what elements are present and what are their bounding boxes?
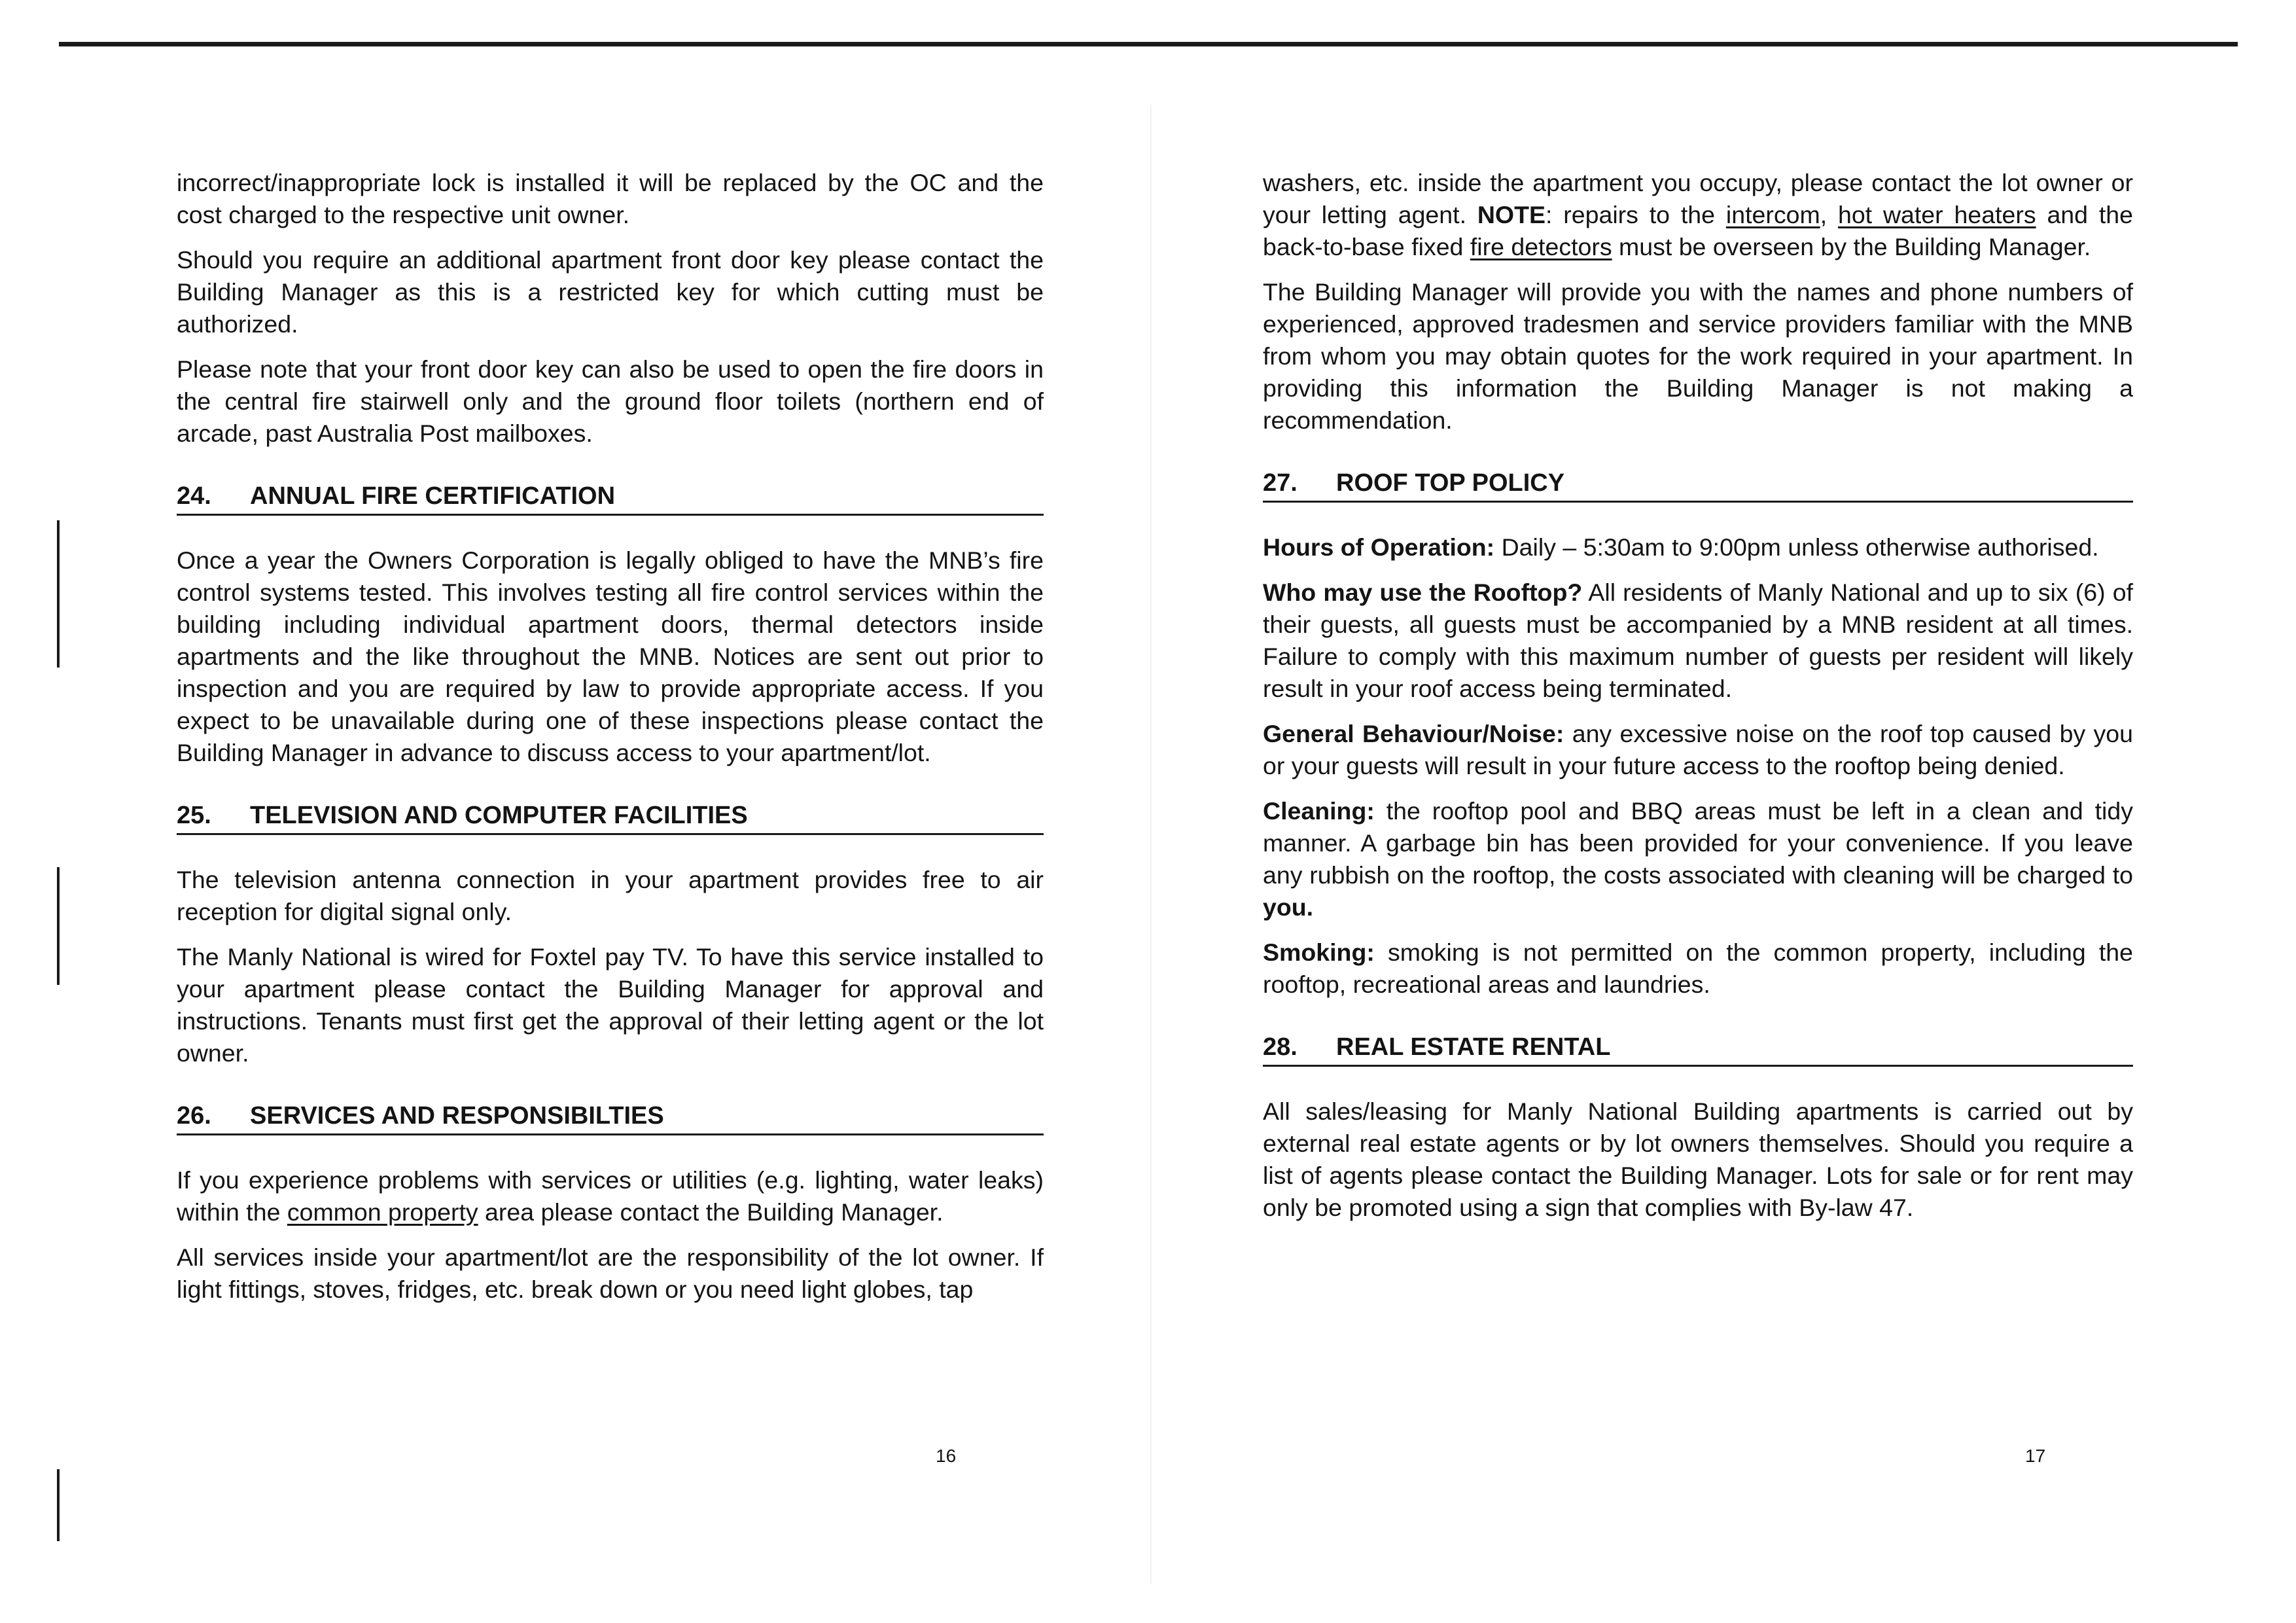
margin-mark xyxy=(57,1469,60,1541)
section-number: 27. xyxy=(1263,469,1298,497)
section-number: 24. xyxy=(177,482,211,510)
rule-text: any excessive noise on the roof top caused by you or your guests will result in your future access to the rooftop being denied. xyxy=(1263,720,2133,779)
rule-text: the rooftop pool and BBQ areas must be left in a clean and tidy manner. A garbage bin has been provided for your convenience. If you leave any rubbish on the rooftop, the costs associated with cleaning will be charged to xyxy=(1263,797,2133,889)
section-title: ANNUAL FIRE CERTIFICATION xyxy=(250,482,616,510)
rooftop-rule xyxy=(1263,718,2133,782)
hot-water-heaters-text: hot water heaters xyxy=(1837,201,2036,228)
section-heading-26 xyxy=(177,1101,1044,1135)
section-title: SERVICES AND RESPONSIBILTIES xyxy=(250,1102,664,1130)
text-span: washers, etc. inside the apartment you occupy, please contact the lot owner or your letting agent. xyxy=(1263,169,2133,228)
right-page xyxy=(1263,167,2133,1237)
rule-text: smoking is not permitted on the common property, including the rooftop, recreational areas and laundries. xyxy=(1263,938,2133,998)
rooftop-rule xyxy=(1263,936,2133,1001)
section-heading-24 xyxy=(177,481,1044,516)
paragraph: Once a year the Owners Corporation is legally obliged to have the MNB’s fire control systems tested. This involves testing all fire control services within the building including individual apartment doors, thermal detectors inside apartments and the like throughout the MNB. Notices are sent out prior to inspection and you are required by law to provide appropriate access. If you expect to be unavailable during one of these inspections please contact the Building Manager in advance to discuss access to your apartment/lot. xyxy=(177,546,1044,766)
paragraph: Please note that your front door key can also be used to open the fire doors in the central fire stairwell only and the ground floor toilets (northern end of arcade, past Australia Post mailboxes. xyxy=(177,355,1044,447)
note-label: NOTE xyxy=(1477,201,1546,228)
page-number: 16 xyxy=(936,1446,957,1466)
section-heading-27 xyxy=(1263,468,2133,503)
rule-label: Smoking: xyxy=(1263,938,1375,966)
rooftop-rule xyxy=(1263,795,2133,923)
section-number: 26. xyxy=(177,1102,211,1130)
rule-label: General Behaviour/Noise: xyxy=(1263,720,1564,747)
intercom-text: intercom xyxy=(1725,201,1820,228)
section-title: REAL ESTATE RENTAL xyxy=(1336,1033,1611,1061)
section-heading-25 xyxy=(177,800,1044,835)
text-span: and the back-to-base fixed xyxy=(1263,201,2133,260)
paragraph: The Manly National is wired for Foxtel pay TV. To have this service installed to your apartment please contact the Building Manager for approval and instructions. Tenants must first get the approval of their letting agent or the lot owner. xyxy=(177,943,1044,1067)
margin-mark xyxy=(57,867,60,985)
rooftop-rule xyxy=(1263,577,2133,705)
paragraph: All services inside your apartment/lot are the responsibility of the lot owner. If light fittings, stoves, fridges, etc. break down or you need light globes, tap xyxy=(177,1243,1044,1303)
section-title: ROOF TOP POLICY xyxy=(1336,469,1565,497)
paragraph: The television antenna connection in your apartment provides free to air reception for digital signal only. xyxy=(177,866,1044,925)
margin-mark xyxy=(57,520,60,668)
rooftop-rule xyxy=(1263,531,2133,563)
text-span: If you experience problems with services or utilities (e.g. lighting, water leaks) within the xyxy=(177,1166,1044,1226)
top-rule xyxy=(59,42,2238,46)
paragraph: incorrect/inappropriate lock is installed it will be replaced by the OC and the cost charged to the respective unit owner. xyxy=(177,169,1044,228)
section-heading-28 xyxy=(1263,1032,2133,1067)
page-gutter xyxy=(1150,105,1152,1584)
page-number: 17 xyxy=(2025,1446,2046,1466)
section-title: TELEVISION AND COMPUTER FACILITIES xyxy=(250,802,748,829)
section-number: 28. xyxy=(1263,1033,1298,1061)
rule-text: Daily – 5:30am to 9:00pm unless otherwise authorised. xyxy=(1494,533,2099,561)
text-span: . xyxy=(1306,893,1314,921)
emphasis-text: you xyxy=(1263,893,1307,921)
section-number: 25. xyxy=(177,802,211,829)
text-span: area please contact the Building Manager. xyxy=(478,1198,944,1226)
text-span: : repairs to the xyxy=(1545,201,1726,228)
fire-detectors-text: fire detectors xyxy=(1470,233,1612,260)
paragraph: All sales/leasing for Manly National Building apartments is carried out by external real estate agents or by lot owners themselves. Should you require a list of agents please contact the Building Manager. Lots for sale or for rent may only be promoted using a sign that complies with By-law 47. xyxy=(1263,1097,2133,1221)
rule-text: All residents of Manly National and up to six (6) of their guests, all guests must be accompanied by a MNB resident at all times. Failure to comply with this maximum number of guests per resident will likely result in your roof access being terminated. xyxy=(1263,579,2133,702)
rule-label: Cleaning: xyxy=(1263,797,1375,825)
common-property-text: common property xyxy=(287,1198,478,1226)
paragraph xyxy=(177,1164,1044,1228)
paragraph xyxy=(1263,167,2133,263)
paragraph: Should you require an additional apartment front door key please contact the Building Manager as this is a restricted key for which cutting must be authorized. xyxy=(177,246,1044,338)
rule-label: Hours of Operation: xyxy=(1263,533,1495,561)
paragraph: The Building Manager will provide you with the names and phone numbers of experienced, approved tradesmen and service providers familiar with the MNB from whom you may obtain quotes for the work required in your apartment. In providing this information the Building Manager is not making a recommendation. xyxy=(1263,278,2133,434)
text-span: must be overseen by the Building Manager. xyxy=(1612,233,2091,260)
left-page xyxy=(177,167,1044,1319)
text-span: , xyxy=(1820,201,1838,228)
rule-label: Who may use the Rooftop? xyxy=(1263,579,1583,606)
